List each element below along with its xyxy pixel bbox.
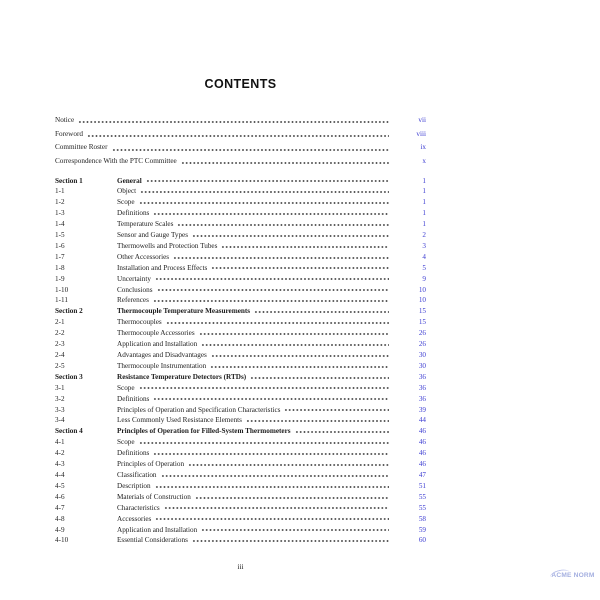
toc-entry-page-link[interactable]: 1 (422, 176, 426, 185)
dot-leader (164, 503, 389, 514)
folio-page-number: iii (237, 562, 244, 571)
toc-entry-row (55, 208, 426, 219)
toc-entry-id: Section 4 (55, 427, 83, 436)
toc-entry-row (55, 514, 426, 525)
dot-leader (155, 481, 389, 492)
toc-entry-page-link[interactable]: 1 (422, 220, 426, 229)
dot-leader (146, 176, 389, 187)
toc-entry-page-link[interactable]: 46 (418, 460, 426, 469)
toc-entry-page-link[interactable]: 2 (422, 231, 426, 240)
toc-entry-id: 2-1 (55, 318, 65, 327)
toc-entry-title: Application and Installation (117, 340, 198, 349)
dot-leader (87, 128, 389, 142)
toc-entry-page-link[interactable]: 46 (418, 449, 426, 458)
dot-leader (211, 263, 389, 274)
toc-entry-title: Less Commonly Used Resistance Elements (117, 416, 242, 425)
toc-entry-row (55, 361, 426, 372)
dot-leader (153, 448, 389, 459)
toc-entry-page-link[interactable]: 55 (418, 492, 426, 501)
dot-leader (155, 514, 389, 525)
dot-leader (177, 219, 389, 230)
toc-entry-page-link[interactable]: 36 (418, 372, 426, 381)
toc-entry-row (55, 459, 426, 470)
toc-entry-id: 1-2 (55, 198, 65, 207)
watermark-text: ACME NORM (551, 572, 595, 579)
toc-section-row (55, 176, 426, 187)
toc-entry-title: Uncertainty (117, 274, 151, 283)
toc-entry-title: Conclusions (117, 285, 153, 294)
toc-entry-page-link[interactable]: 44 (418, 416, 426, 425)
toc-entry-id: 3-1 (55, 383, 65, 392)
dot-leader (246, 415, 389, 426)
toc-entry-row (55, 230, 426, 241)
toc-entry-page-link[interactable]: 15 (418, 318, 426, 327)
toc-entry-title: Scope (117, 438, 135, 447)
dot-leader (295, 426, 389, 437)
toc-entry-id: 2-5 (55, 361, 65, 370)
toc-entry-page-link[interactable]: 26 (418, 329, 426, 338)
toc-entry-id: 1-1 (55, 187, 65, 196)
toc-entry-row (55, 503, 426, 514)
dot-leader (78, 114, 389, 128)
toc-entry-page-link[interactable]: x (422, 156, 426, 165)
toc-entry-page-link[interactable]: 15 (418, 307, 426, 316)
dot-leader (112, 141, 389, 155)
toc-entry-row (55, 219, 426, 230)
toc-entry-row (55, 415, 426, 426)
toc-entry-page-link[interactable]: 36 (418, 394, 426, 403)
toc-entry-page-link[interactable]: vii (418, 116, 426, 124)
toc-entry-id: 4-8 (55, 514, 65, 523)
toc-entry-id: 1-3 (55, 209, 65, 218)
dot-leader (192, 535, 389, 546)
dot-leader (161, 470, 389, 481)
toc-entry-page-link[interactable]: 46 (418, 427, 426, 436)
toc-entry-row (55, 437, 426, 448)
toc-entry-page-link[interactable]: viii (416, 129, 426, 138)
toc-entry-title: Installation and Process Effects (117, 263, 208, 272)
toc-entry-id: Section 1 (55, 176, 83, 185)
dot-leader (211, 350, 389, 361)
toc-entry-title: General (117, 176, 142, 185)
toc-entry-row (55, 141, 426, 155)
toc-entry-title: Description (117, 481, 151, 490)
toc-entry-title: Thermocouple Temperature Measurements (117, 307, 251, 316)
toc-entry-id: 4-1 (55, 438, 65, 447)
dot-leader (188, 459, 389, 470)
toc-entry-id: 2-4 (55, 351, 65, 359)
toc-entry-title: Definitions (117, 394, 150, 403)
toc-entry-title: Definitions (117, 209, 150, 218)
toc-entry-id: 1-11 (55, 296, 68, 305)
toc-entry-page-link[interactable]: 60 (418, 536, 426, 545)
dot-leader (153, 208, 389, 219)
toc-entry-title: Scope (117, 383, 135, 392)
toc-entry-row (55, 383, 426, 394)
dot-leader (254, 306, 389, 317)
front-matter-list (55, 114, 426, 168)
toc-entry-title: Application and Installation (117, 525, 198, 534)
toc-entry-page-link[interactable]: ix (420, 143, 426, 152)
dot-leader (284, 405, 389, 416)
toc-entry-row (55, 535, 426, 546)
toc-entry-page-link[interactable]: 5 (422, 263, 426, 272)
dot-leader (201, 525, 389, 536)
toc-entry-id: 2-2 (55, 329, 65, 338)
toc-entry-id: 4-10 (55, 536, 69, 545)
toc-entry-row (55, 274, 426, 285)
toc-entry-title: Foreword (55, 129, 83, 138)
toc-entry-id: 1-10 (55, 285, 69, 294)
toc-entry-title: Temperature Scales (117, 220, 174, 229)
toc-entry-id: 2-3 (55, 340, 65, 349)
dot-leader (221, 241, 389, 252)
dot-leader (157, 285, 389, 296)
toc-entry-row (55, 155, 426, 169)
toc-entry-title: References (117, 296, 149, 305)
toc-entry-title: Other Accessories (117, 252, 170, 261)
toc-entry-id: 4-4 (55, 470, 65, 479)
dot-leader (139, 383, 389, 394)
dot-leader (166, 317, 389, 328)
toc-entry-row (55, 470, 426, 481)
toc-entry-page-link[interactable]: 47 (418, 470, 426, 479)
toc-entry-title: Thermocouple Accessories (117, 329, 195, 338)
toc-entry-row (55, 405, 426, 416)
toc-entry-page-link[interactable]: 51 (418, 481, 426, 490)
toc-entry-id: 3-3 (55, 405, 65, 414)
dot-leader (139, 197, 389, 208)
toc-entry-title: Materials of Construction (117, 492, 191, 501)
dot-leader (195, 492, 389, 503)
toc-entry-page-link[interactable]: 36 (418, 383, 426, 392)
toc-entry-title: Characteristics (117, 503, 160, 512)
toc-entry-id: 1-4 (55, 220, 65, 229)
dot-leader (153, 394, 389, 405)
toc-section-row (55, 372, 426, 383)
toc-entry-row (55, 186, 426, 197)
toc-entry-page-link[interactable]: 30 (418, 361, 426, 370)
toc-entry-row (55, 128, 426, 142)
toc-entry-title: Principles of Operation and Specification Characteristics (117, 405, 281, 414)
dot-leader (139, 437, 389, 448)
toc-entry-title: Advantages and Disadvantages (117, 351, 207, 359)
toc-entry-title: Principles of Operation (117, 460, 185, 469)
toc-entry-row (55, 285, 426, 296)
toc-entry-row (55, 492, 426, 503)
toc-entry-id: 4-3 (55, 460, 65, 469)
toc-entry-id: 1-5 (55, 231, 65, 240)
toc-entry-id: 1-8 (55, 263, 65, 272)
dot-leader (201, 339, 389, 350)
dot-leader (210, 361, 389, 372)
toc-entry-row (55, 481, 426, 492)
toc-entry-id: 4-7 (55, 503, 65, 512)
toc-entry-row (55, 252, 426, 263)
toc-entry-title: Sensor and Gauge Types (117, 231, 189, 240)
toc-entry-row (55, 295, 426, 306)
toc-entry-row (55, 350, 426, 361)
toc-section-list (55, 176, 426, 547)
toc-entry-id: Section 3 (55, 372, 83, 381)
dot-leader (155, 274, 389, 285)
toc-entry-title: Essential Considerations (117, 536, 188, 545)
toc-entry-title: Principles of Operation for Filled-System Thermometers (117, 427, 291, 436)
toc-entry-row (55, 339, 426, 350)
toc-entry-page-link[interactable]: 10 (418, 296, 426, 305)
toc-section-row (55, 306, 426, 317)
toc-entry-title: Committee Roster (55, 143, 108, 152)
toc-entry-page-link[interactable]: 55 (418, 503, 426, 512)
toc-entry-id: 4-6 (55, 492, 65, 501)
dot-leader (140, 186, 389, 197)
toc-entry-row (55, 317, 426, 328)
dot-leader (199, 328, 389, 339)
dot-leader (181, 155, 389, 169)
acme-norm-watermark (549, 572, 597, 597)
toc-section-row (55, 426, 426, 437)
toc-entry-row (55, 241, 426, 252)
toc-entry-title: Thermocouple Instrumentation (117, 361, 207, 370)
toc-entry-page-link[interactable]: 1 (422, 187, 426, 196)
toc-entry-page-link[interactable]: 9 (422, 274, 426, 283)
toc-entry-title: Accessories (117, 514, 152, 523)
toc-entry-page-link[interactable]: 1 (422, 198, 426, 207)
toc-entry-row (55, 525, 426, 536)
toc-entry-title: Classification (117, 470, 157, 479)
toc-entry-id: 3-4 (55, 416, 65, 425)
dot-leader (192, 230, 389, 241)
toc-entry-title: Object (117, 187, 137, 196)
toc-entry-id: 1-6 (55, 241, 65, 250)
toc-entry-id: 4-9 (55, 525, 65, 534)
dot-leader (173, 252, 389, 263)
toc-entry-row (55, 328, 426, 339)
dot-leader (250, 372, 389, 383)
toc-entry-id: 4-2 (55, 449, 65, 458)
toc-entry-row (55, 263, 426, 274)
toc-entry-title: Notice (55, 116, 75, 124)
toc-entry-page-link[interactable]: 58 (418, 514, 426, 523)
toc-entry-id: 4-5 (55, 481, 65, 490)
toc-entry-page-link[interactable]: 59 (418, 525, 426, 534)
toc-entry-row (55, 394, 426, 405)
toc-entry-page-link[interactable]: 1 (422, 209, 426, 218)
toc-entry-page-link[interactable]: 46 (418, 438, 426, 447)
toc-entry-row (55, 114, 426, 128)
toc-entry-page-link[interactable]: 3 (422, 241, 426, 250)
toc-entry-title: Definitions (117, 449, 150, 458)
toc-entry-id: 1-7 (55, 252, 65, 261)
toc-entry-id: 3-2 (55, 394, 65, 403)
toc-entry-title: Correspondence With the PTC Committee (55, 156, 177, 165)
toc-entry-title: Scope (117, 198, 135, 207)
toc-entry-title: Thermowells and Protection Tubes (117, 241, 218, 250)
toc-entry-id: 1-9 (55, 274, 65, 283)
toc-entry-title: Thermocouples (117, 318, 162, 327)
toc-entry-title: Resistance Temperature Detectors (RTDs) (117, 372, 247, 381)
watermark-swoosh-icon (549, 568, 571, 583)
toc-entry-page-link[interactable]: 4 (422, 252, 426, 261)
toc-entry-page-link[interactable]: 39 (418, 405, 426, 414)
toc-entry-page-link[interactable]: 30 (418, 351, 426, 359)
toc-entry-id: Section 2 (55, 307, 83, 316)
dot-leader (153, 295, 389, 306)
toc-entry-page-link[interactable]: 10 (418, 285, 426, 294)
page-title: CONTENTS (204, 77, 277, 91)
toc-entry-page-link[interactable]: 26 (418, 340, 426, 349)
toc-entry-row (55, 197, 426, 208)
toc-entry-row (55, 448, 426, 459)
